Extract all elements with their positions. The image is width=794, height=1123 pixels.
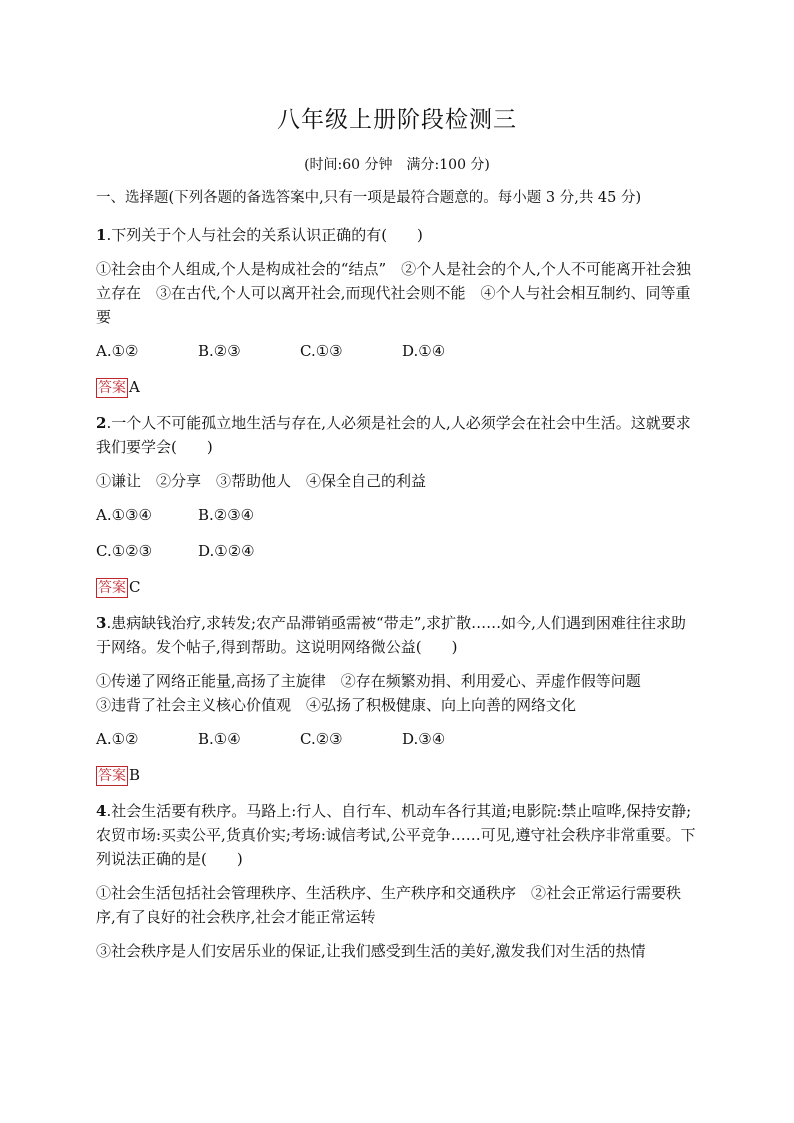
exam-content [96, 186, 698, 973]
option-c: C.②③ [300, 730, 343, 748]
question-statements: ①社会由个人组成,个人是构成社会的“结点” ②个人是社会的个人,个人不可能离开社会独立存在 ③在古代,个人可以离开社会,而现代社会则不能 ④个人与社会相互制约、同等重要 [96, 260, 691, 326]
option-row [96, 727, 698, 751]
question-text: .社会生活要有秩序。马路上:行人、自行车、机动车各行其道;电影院:禁止喧哗,保持安静;农贸市场:买卖公平,货真价实;考场:诚信考试,公平竞争……可见,遵守社会秩序非常重要。下列说法正确的是( ) [96, 802, 696, 868]
option-row [96, 339, 698, 363]
question-number: 4 [96, 802, 107, 820]
answer-tag: 答案 [98, 380, 126, 396]
answer-tag: 答案 [98, 768, 126, 784]
option-b: B.②③④ [198, 506, 255, 524]
option-a: A.①② [96, 342, 139, 360]
answer-value: A [129, 378, 140, 396]
question-statements: ①社会生活包括社会管理秩序、生活秩序、生产秩序和交通秩序 ②社会正常运行需要秩序,有了良好的社会秩序,社会才能正常运转 [96, 884, 682, 926]
question-stem [96, 411, 698, 459]
question-statements: ③社会秩序是人们安居乐业的保证,让我们感受到生活的美好,激发我们对生活的热情 [96, 942, 646, 960]
question-text: .一个人不可能孤立地生活与存在,人必须是社会的人,人必须学会在社会中生活。这就要求我们要学会( ) [96, 414, 691, 456]
answer-tag: 答案 [98, 580, 126, 596]
question-number: 3 [96, 614, 107, 632]
page-title: 八年级上册阶段检测三 [277, 107, 517, 133]
question-1 [96, 223, 698, 399]
question-2 [96, 411, 698, 599]
option-d: D.①②④ [198, 542, 255, 560]
question-stem [96, 799, 698, 871]
question-statements: ①谦让 ②分享 ③帮助他人 ④保全自己的利益 [96, 472, 427, 490]
question-4 [96, 799, 698, 963]
option-b: B.②③ [198, 342, 241, 360]
question-text: .患病缺钱治疗,求转发;农产品滞销亟需被“带走”,求扩散……如今,人们遇到困难往往求助于网络。发个帖子,得到帮助。这说明网络微公益( ) [96, 614, 686, 656]
option-row [96, 539, 698, 563]
section-heading: 一、选择题(下列各题的备选答案中,只有一项是最符合题意的。每小题 3 分,共 45 分) [96, 190, 642, 206]
statement-line: ③违背了社会主义核心价值观 ④弘扬了积极健康、向上向善的网络文化 [96, 696, 577, 714]
option-d: D.③④ [402, 730, 446, 748]
option-b: B.①④ [198, 730, 241, 748]
option-c: C.①③ [300, 342, 343, 360]
option-a: A.①② [96, 730, 139, 748]
question-number: 1 [96, 226, 107, 244]
question-number: 2 [96, 414, 107, 432]
answer-line [96, 763, 698, 787]
option-row [96, 503, 698, 527]
question-statements [96, 669, 698, 717]
question-text: .下列关于个人与社会的关系认识正确的有( ) [106, 226, 423, 244]
exam-info: (时间:60 分钟 满分:100 分) [304, 157, 490, 173]
question-stem [96, 611, 698, 659]
option-a: A.①③④ [96, 506, 152, 524]
option-d: D.①④ [402, 342, 446, 360]
answer-value: B [129, 766, 141, 784]
statement-line: ①传递了网络正能量,高扬了主旋律 ②存在频繁劝捐、利用爱心、弄虚作假等问题 [96, 672, 641, 690]
question-3 [96, 611, 698, 787]
answer-value: C [129, 578, 141, 596]
answer-line [96, 575, 698, 599]
answer-line [96, 375, 698, 399]
option-c: C.①②③ [96, 542, 153, 560]
question-stem [96, 223, 698, 247]
